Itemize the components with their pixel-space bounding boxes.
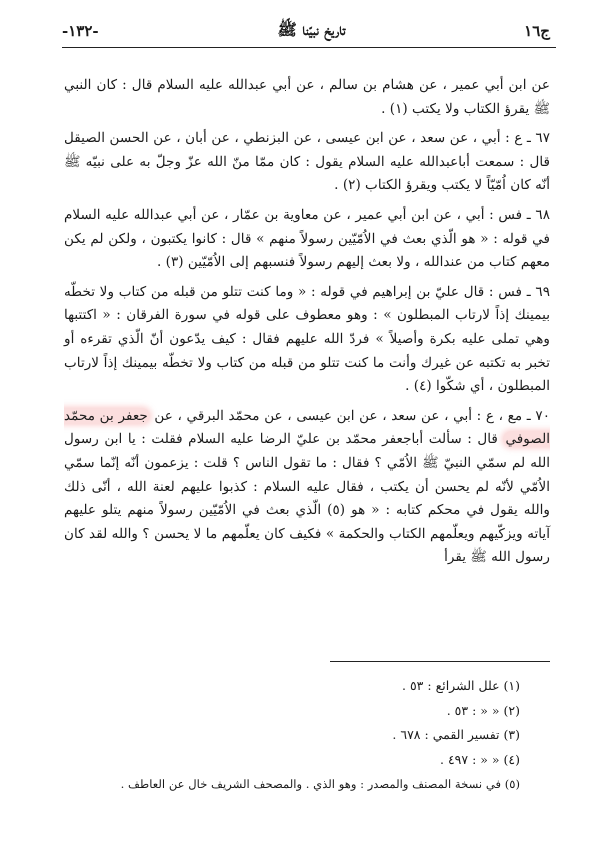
footnote: (٣) تفسير القمي : ٦٧٨ . bbox=[392, 727, 520, 742]
footnote-rule bbox=[330, 661, 550, 662]
footnote: (٥) في نسخة المصنف والمصدر : وهو الذي . والمصحف الشريف خال عن العاطف . bbox=[120, 777, 520, 791]
page-header bbox=[62, 16, 550, 46]
paragraph: ٦٩ ـ فس : قال عليّ بن إبراهيم في قوله : « وما كنت تتلو من قبله من كتاب ولا تخطّه بيمينك إذاً لارتاب المبطلون » : وهو معطوف على قوله في سورة الفرقان : « اكتتبها وهي تملى عليه بكرة وأصيلاً » فردّ الله عليهم فقال : كيف يدّعون أنّ الّذي تقرءه أو تخبر به تكتبه عن غيرك وأنت ما كنت تتلو من قبله من كتاب ولا تخطّه بيمينك إذاً لارتاب المبطلون ، أي شكّوا (٤) . bbox=[64, 283, 550, 395]
body-text bbox=[64, 74, 550, 576]
footnotes bbox=[62, 674, 520, 797]
footnote: (١) علل الشرائع : ٥٣ . bbox=[402, 678, 520, 693]
paragraph: ٧٠ ـ مع ، ع : أبي ، عن سعد ، عن ابن عيسى ، عن محمّد البرقي ، عن جعفر بن محمّد الصوفي قال : سألت أباجعفر محمّد بن عليّ الرضا عليه السلام فقلت : يا ابن رسول الله لم سمّي النبيّ ﷺ الاُمّي ؟ فقال : ما تقول الناس ؟ قلت : يزعمون أنّه إنّما سمّي الاُمّي لأنّه لم يحسن أن يكتب ، فقال عليه السلام : كذبوا عليهم لعنة الله ، أنّى ذلك والله يقول في محكم كتابه : « هو (٥) الّذي بعث في الاُمّيّين رسولاً منهم يتلو عليهم آياته ويزكّيهم ويعلّمهم الكتاب والحكمة » فكيف كان يعلّمهم ما لا يحسن ؟ والله لقد كان رسول الله ﷺ يقرأ bbox=[64, 407, 550, 566]
running-title: تاريخ نبيّنا ﷺ bbox=[277, 19, 346, 39]
page-number: -١٣٢- bbox=[62, 22, 99, 40]
volume-label: ج١٦ bbox=[524, 22, 550, 40]
header-rule bbox=[62, 47, 556, 48]
footnote: (٢) « « : ٥٣ . bbox=[446, 702, 520, 718]
paragraph: ٦٧ ـ ع : أبي ، عن سعد ، عن ابن عيسى ، عن البزنطي ، عن أبان ، عن الحسن الصيقل قال : سمعت أباعبدالله عليه السلام يقول : كان ممّا منّ الله عزّ وجلّ به على نبيّه ﷺ أنّه كان اُمّيّاً لا يكتب ويقرؤ الكتاب (٢) . bbox=[64, 130, 550, 194]
paragraph: عن ابن أبي عمير ، عن هشام بن سالم ، عن أبي عبدالله عليه السلام قال : كان النبي ﷺ يقرؤ الكتاب ولا يكتب (١) . bbox=[64, 77, 550, 117]
footnote: (٤) « « : ٤٩٧ . bbox=[440, 751, 520, 767]
highlighted-name: جعفر بن محمّد الصوفي bbox=[64, 407, 550, 448]
paragraph: ٦٨ ـ فس : أبي ، عن ابن أبي عمير ، عن معاوية بن عمّار ، عن أبي عبدالله عليه السلام في قوله : « هو الّذي بعث في الاُمّيّين رسولاً منهم » قال : كانوا يكتبون ، ولكن لم يكن معهم كتاب من عندالله ، ولا بعث إليهم رسولاً فنسبهم إلى الاُمّيّين (٣) . bbox=[64, 206, 550, 271]
